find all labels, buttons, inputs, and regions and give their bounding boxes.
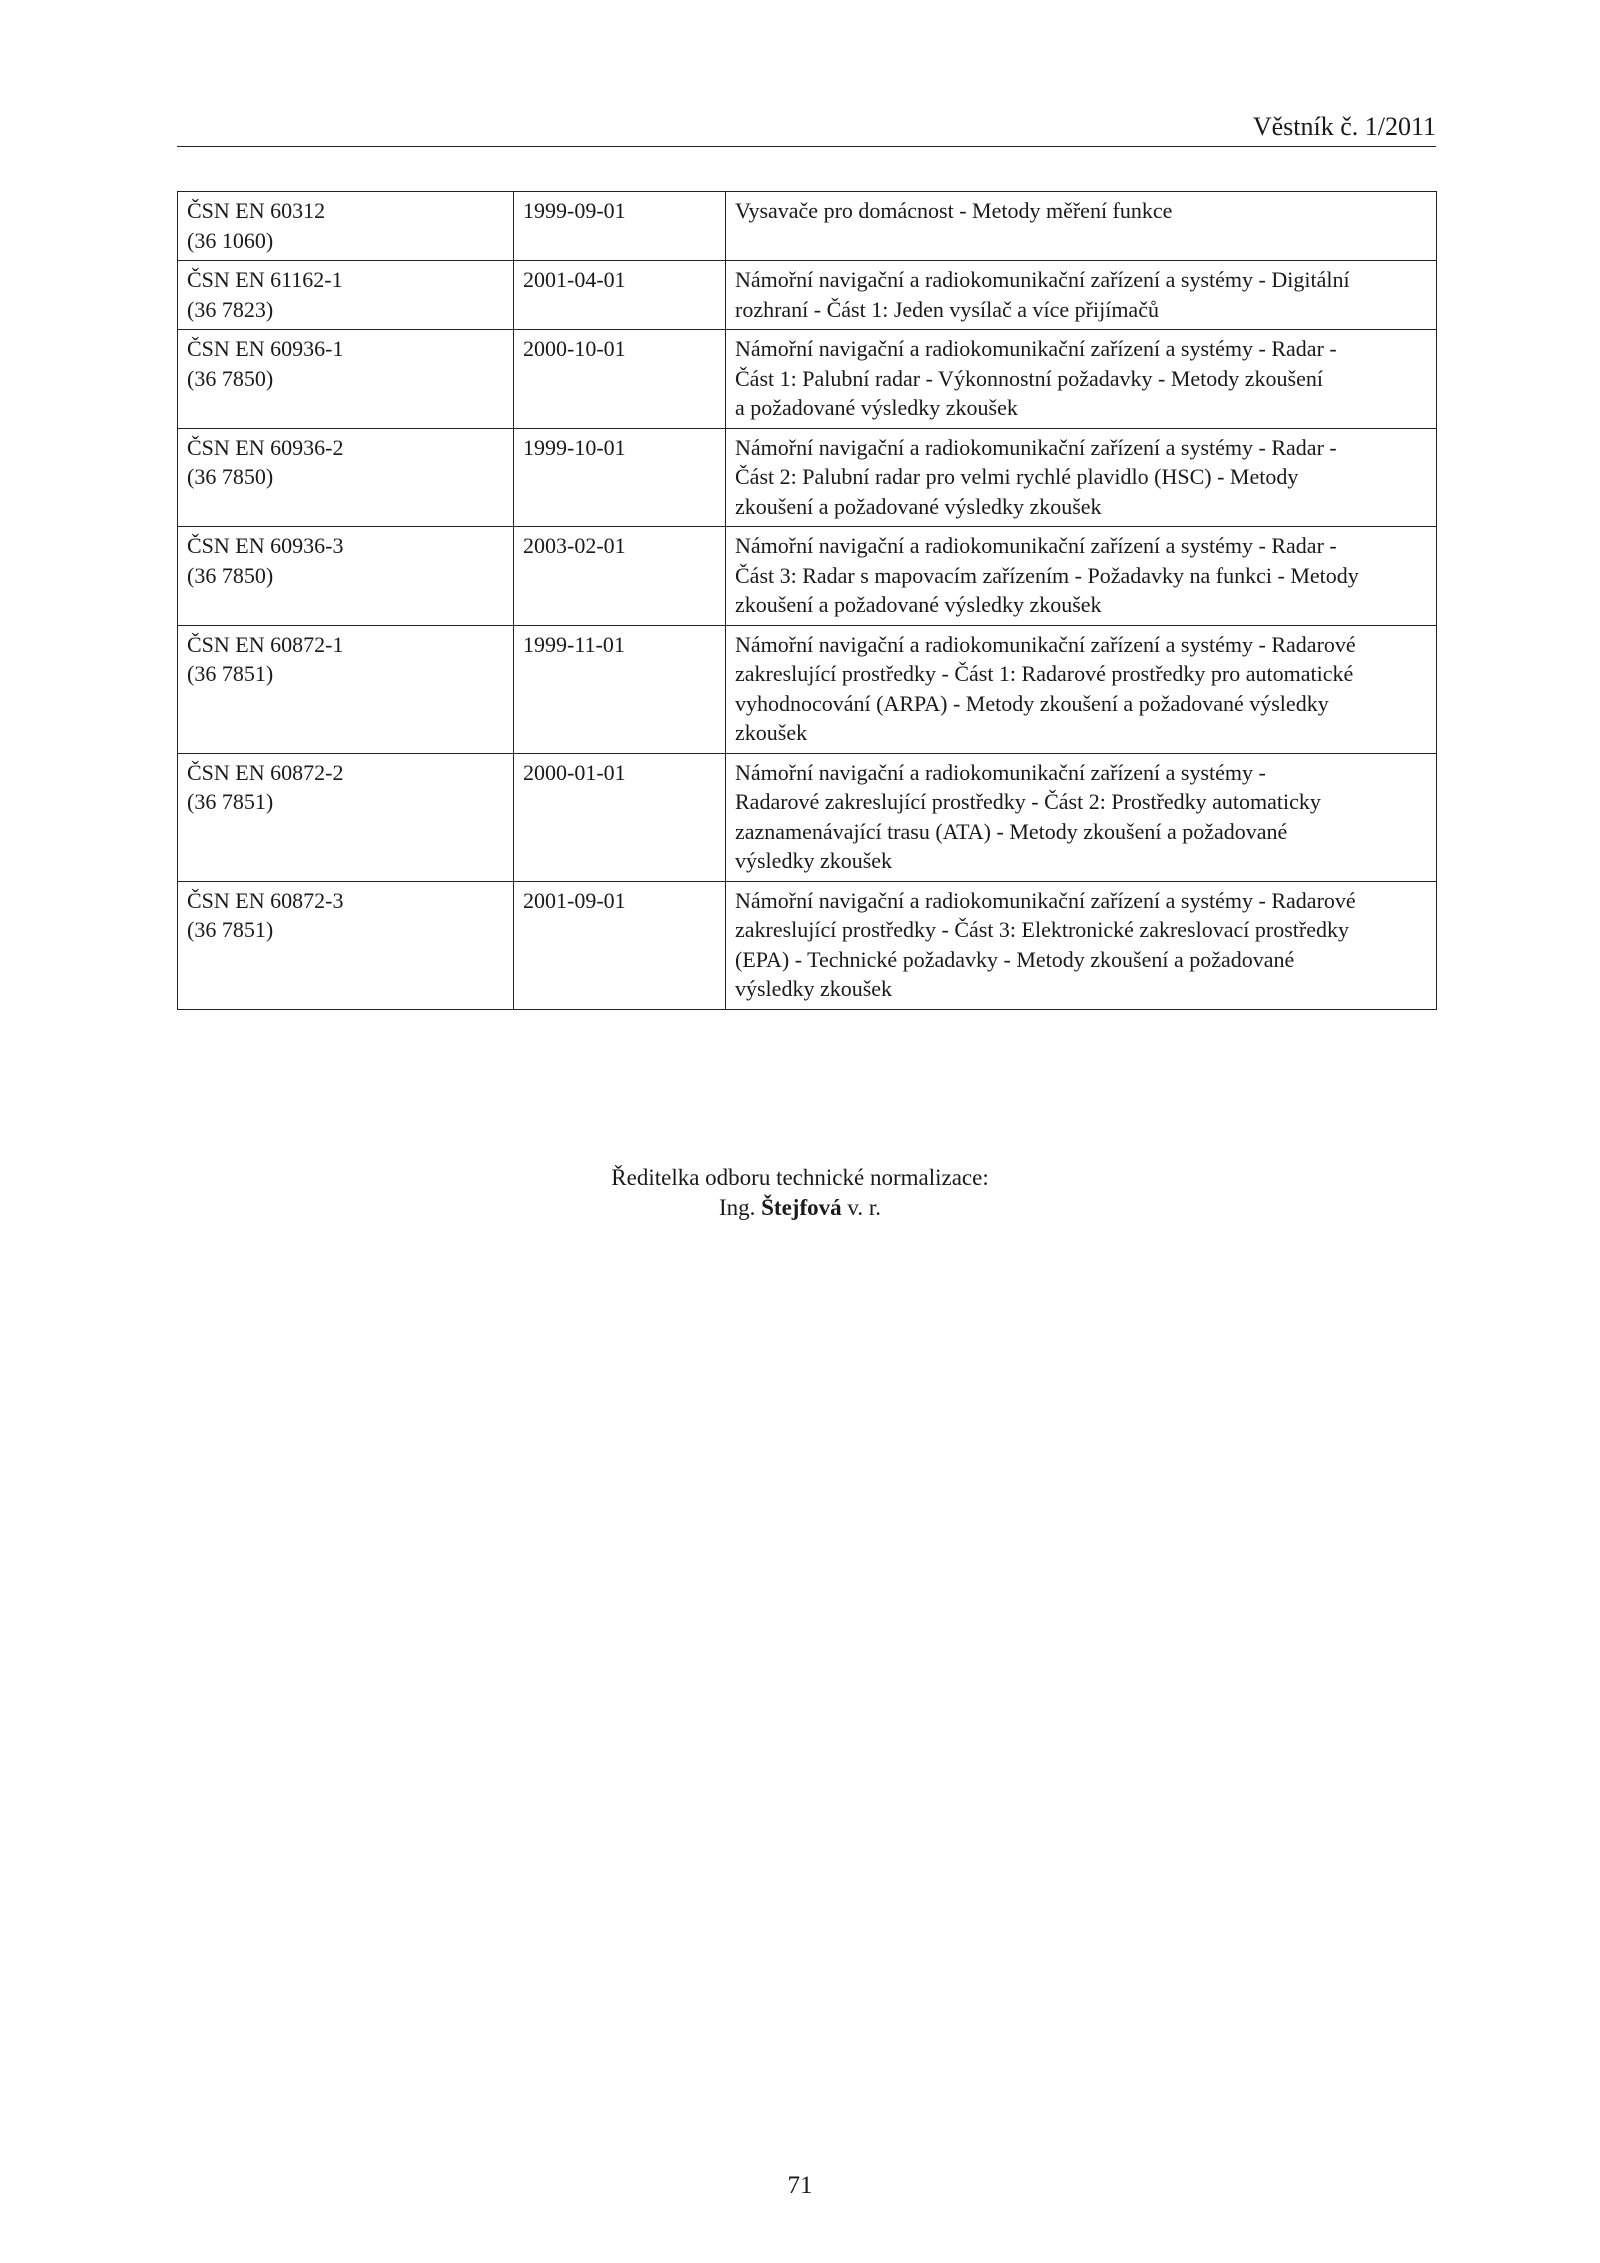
standard-title-line: Námořní navigační a radiokomunikační zařízení a systémy - Radar - [735, 434, 1337, 460]
standard-title-line: Námořní navigační a radiokomunikační zařízení a systémy - [735, 759, 1266, 785]
standard-title-line: zkoušení a požadované výsledky zkoušek [735, 592, 1102, 617]
standard-title-cell [726, 192, 1437, 261]
page-number: 71 [787, 2172, 813, 2199]
standard-date-cell [514, 625, 726, 753]
standard-date: 1999-09-01 [523, 198, 626, 223]
signature-role: Ředitelka odboru technické normalizace: [611, 1165, 989, 1190]
classification-code: (36 7850) [187, 464, 274, 489]
classification-code: (36 7851) [187, 661, 274, 686]
standard-date-cell [514, 261, 726, 330]
table-row [178, 192, 1437, 261]
signature-name: Štejfová [761, 1195, 842, 1220]
publication-title: Věstník č. 1/2011 [1252, 112, 1436, 141]
standard-title-line: Námořní navigační a radiokomunikační zařízení a systémy - Radarové [735, 631, 1356, 657]
standard-date: 1999-10-01 [523, 434, 626, 460]
standard-title-line: Vysavače pro domácnost - Metody měření funkce [735, 198, 1173, 223]
classification-code: (36 7850) [187, 562, 274, 588]
table-row [178, 527, 1437, 626]
standard-code-cell [178, 330, 514, 429]
standard-title-line: zakreslující prostředky - Část 3: Elektronické zakreslovací prostředky [735, 917, 1349, 942]
standards-table-body [178, 192, 1437, 1010]
standard-code: ČSN EN 60936-3 [187, 533, 344, 558]
standard-date-cell [514, 428, 726, 527]
standard-code-cell [178, 753, 514, 881]
standard-code: ČSN EN 61162-1 [187, 267, 343, 292]
signature-line [0, 1193, 1600, 1223]
standard-title-line: Námořní navigační a radiokomunikační zařízení a systémy - Radar - [735, 336, 1337, 361]
classification-code: (36 7850) [187, 365, 274, 391]
signature-block [0, 1163, 1600, 1223]
standard-code: ČSN EN 60936-2 [187, 434, 344, 460]
standard-title-line: Část 2: Palubní radar pro velmi rychlé plavidlo (HSC) - Metody [735, 464, 1299, 489]
standard-title-line: výsledky zkoušek [735, 848, 893, 873]
table-row [178, 753, 1437, 881]
classification-code: (36 1060) [187, 227, 274, 253]
standard-code: ČSN EN 60936-1 [187, 336, 344, 361]
standard-title-line: výsledky zkoušek [735, 976, 893, 1001]
signature-prefix: Ing. [718, 1195, 756, 1220]
standard-title-line: Námořní navigační a radiokomunikační zařízení a systémy - Digitální [735, 267, 1350, 292]
table-row [178, 428, 1437, 527]
table-row [178, 881, 1437, 1009]
standard-title-cell [726, 428, 1437, 527]
standard-title-cell [726, 330, 1437, 429]
standard-date: 2000-10-01 [523, 336, 626, 361]
standard-code-cell [178, 192, 514, 261]
standard-title-line: zkoušení a požadované výsledky zkoušek [735, 493, 1102, 519]
page-header [177, 112, 1436, 147]
standard-title-line: Námořní navigační a radiokomunikační zařízení a systémy - Radarové [735, 887, 1356, 913]
standards-table [177, 191, 1437, 1010]
standard-title-line: vyhodnocování (ARPA) - Metody zkoušení a požadované výsledky [735, 690, 1329, 716]
standard-title-cell [726, 881, 1437, 1009]
table-row [178, 261, 1437, 330]
standard-date-cell [514, 330, 726, 429]
standard-title-line: zaznamenávající trasu (ATA) - Metody zkoušení a požadované [735, 818, 1288, 844]
table-row [178, 625, 1437, 753]
standard-date-cell [514, 753, 726, 881]
standard-code-cell [178, 881, 514, 1009]
standard-date-cell [514, 192, 726, 261]
standard-title-cell [726, 625, 1437, 753]
standard-code: ČSN EN 60872-3 [187, 887, 344, 913]
standard-date-cell [514, 527, 726, 626]
standard-title-line: zakreslující prostředky - Část 1: Radarové prostředky pro automatické [735, 661, 1354, 686]
standard-title-line: Námořní navigační a radiokomunikační zařízení a systémy - Radar - [735, 533, 1337, 558]
standard-date: 2001-04-01 [523, 267, 626, 292]
standard-title-line: zkoušek [735, 720, 808, 745]
standard-code-cell [178, 261, 514, 330]
classification-code: (36 7851) [187, 789, 274, 814]
standard-date: 2001-09-01 [523, 887, 626, 913]
standard-title-line: Část 3: Radar s mapovacím zařízením - Požadavky na funkci - Metody [735, 562, 1359, 588]
standard-title-cell [726, 527, 1437, 626]
standard-date: 2000-01-01 [523, 759, 626, 785]
standard-code: ČSN EN 60312 [187, 198, 326, 223]
standard-code: ČSN EN 60872-2 [187, 759, 344, 785]
standard-title-line: rozhraní - Část 1: Jeden vysílač a více přijímačů [735, 296, 1159, 322]
standard-title-cell [726, 261, 1437, 330]
standard-title-cell [726, 753, 1437, 881]
standard-title-line: Část 1: Palubní radar - Výkonnostní požadavky - Metody zkoušení [735, 365, 1323, 391]
standard-title-line: Radarové zakreslující prostředky - Část 2: Prostředky automaticky [735, 789, 1321, 814]
table-row [178, 330, 1437, 429]
standard-code-cell [178, 625, 514, 753]
standard-code-cell [178, 428, 514, 527]
standard-code-cell [178, 527, 514, 626]
standard-code: ČSN EN 60872-1 [187, 631, 344, 657]
classification-code: (36 7851) [187, 917, 274, 942]
standard-date: 1999-11-01 [523, 631, 625, 657]
standard-title-line: (EPA) - Technické požadavky - Metody zkoušení a požadované [735, 946, 1295, 972]
signature-suffix: v. r. [847, 1195, 882, 1220]
standard-date: 2003-02-01 [523, 533, 626, 558]
standard-date-cell [514, 881, 726, 1009]
standard-title-line: a požadované výsledky zkoušek [735, 395, 1018, 420]
classification-code: (36 7823) [187, 296, 274, 322]
